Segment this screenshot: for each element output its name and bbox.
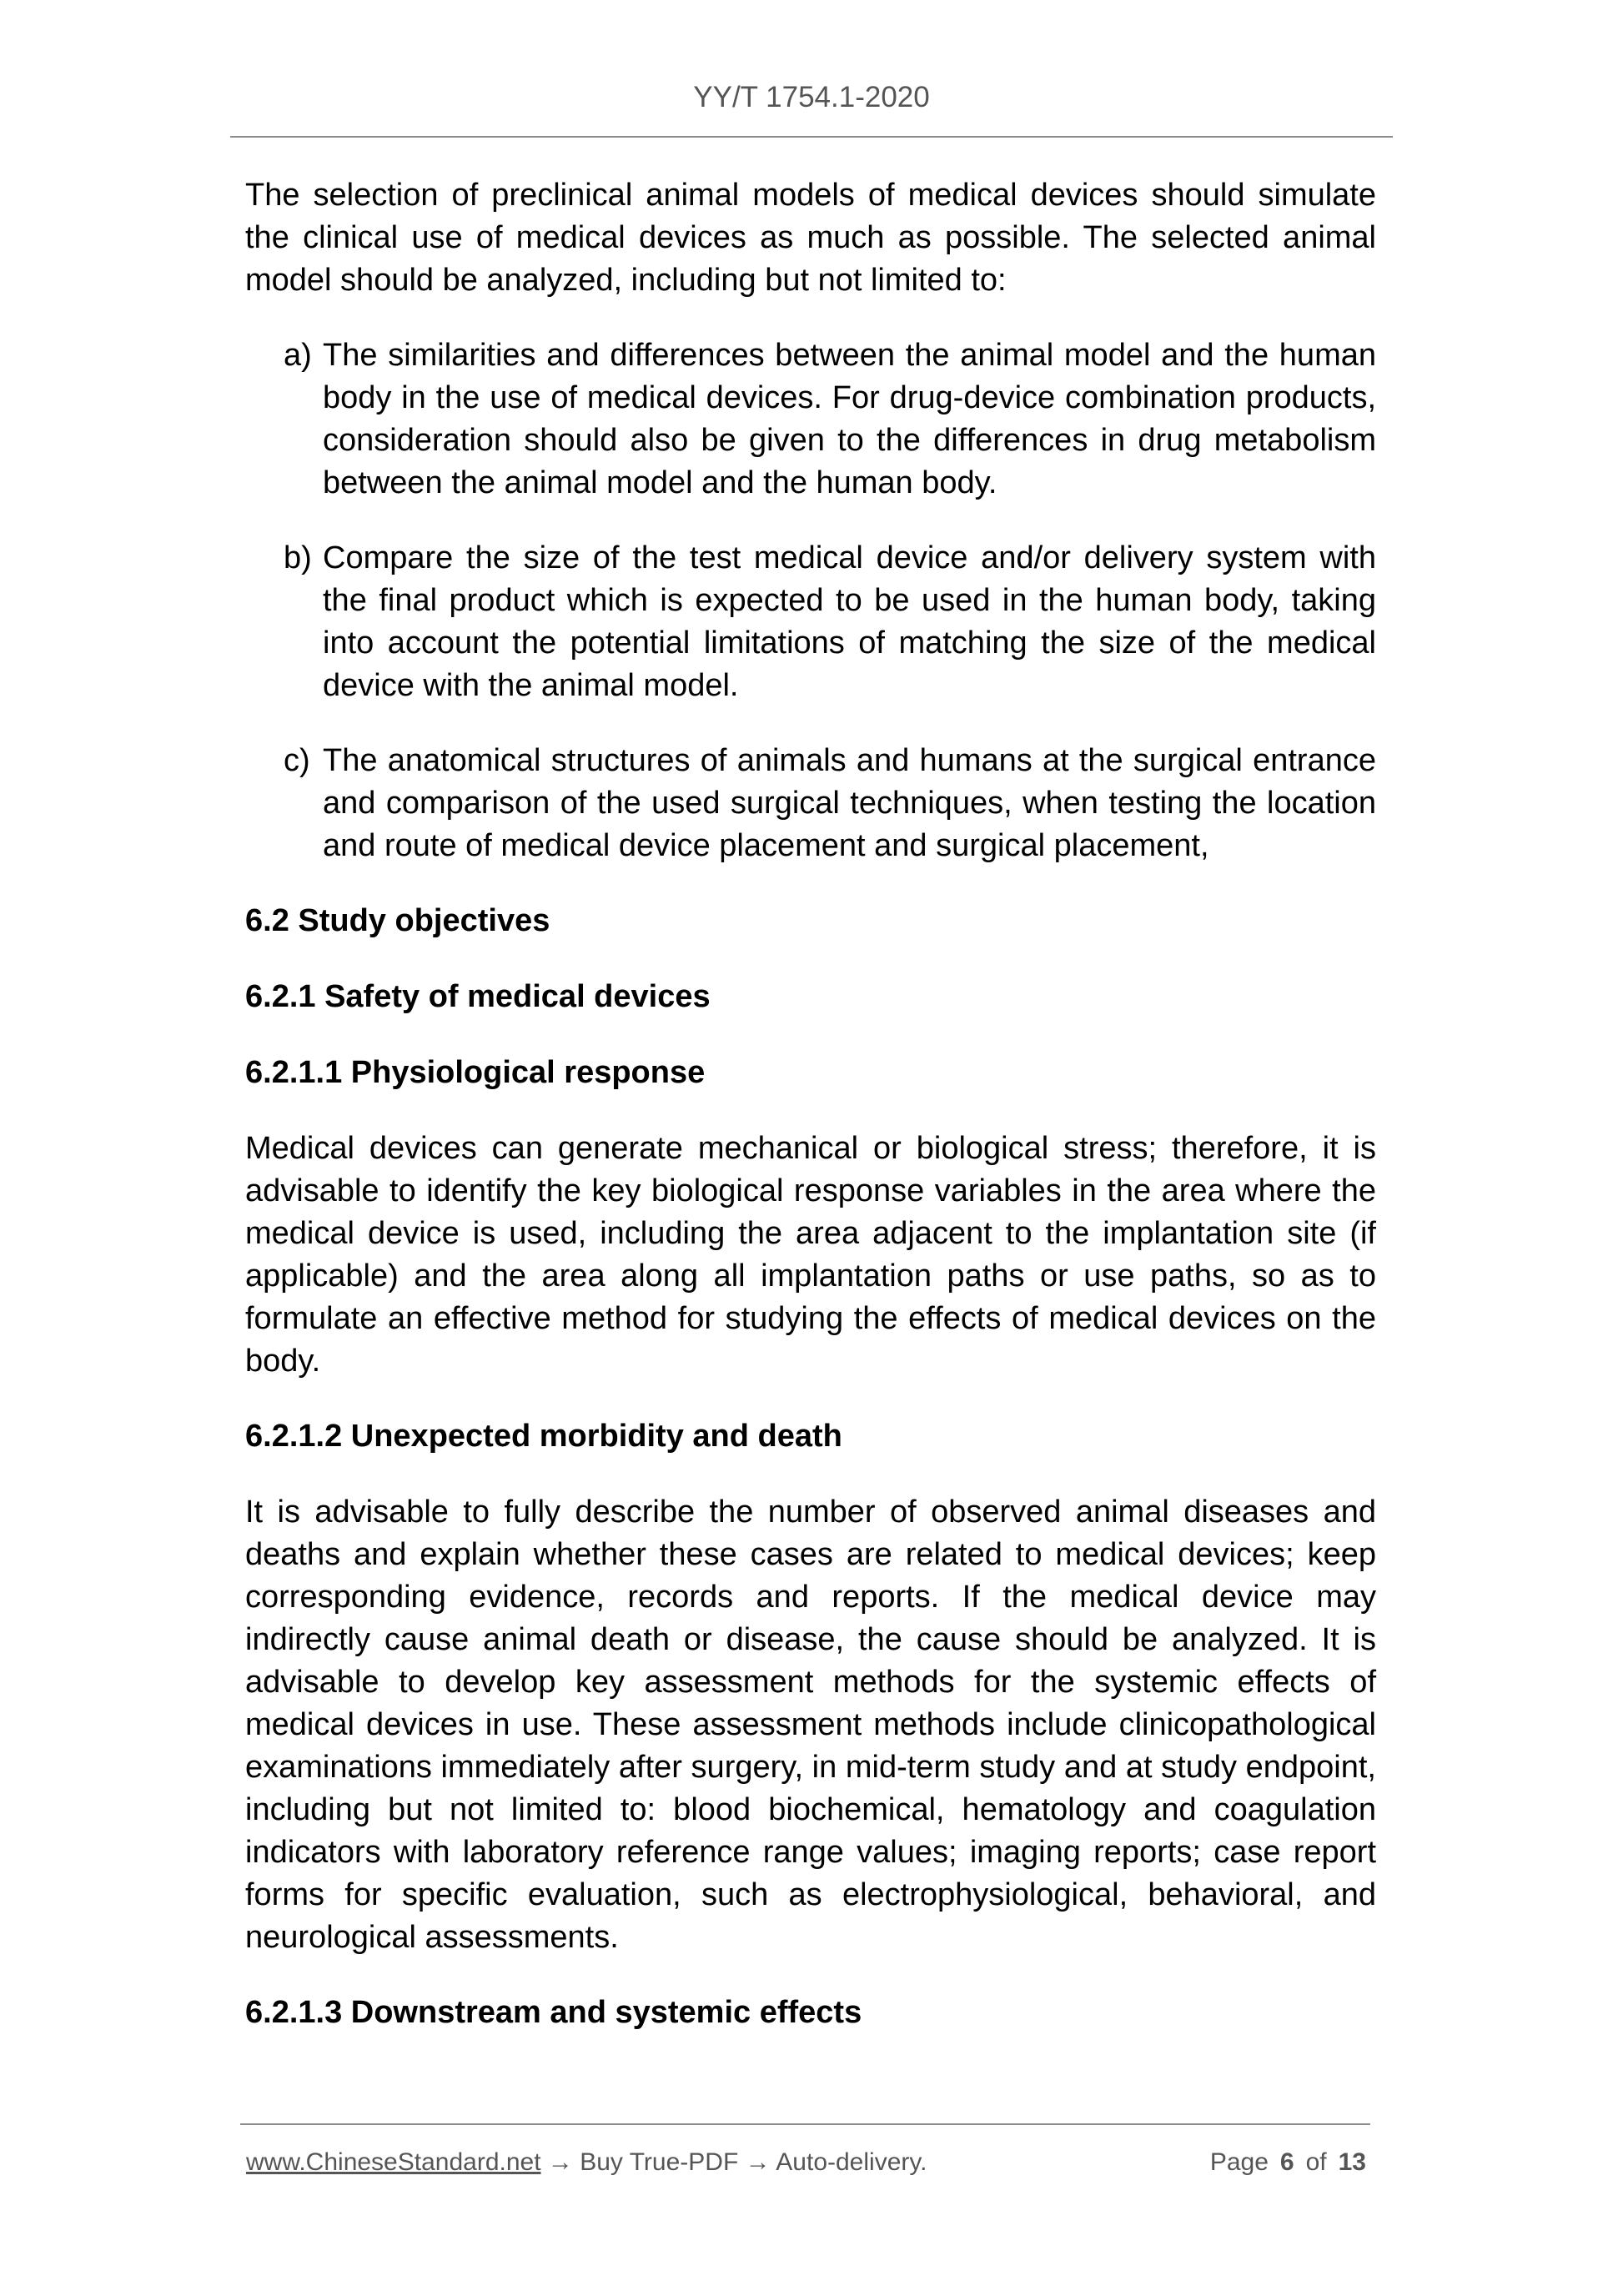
list-item-a [245,334,1376,505]
section-heading-6-2-1-1: 6.2.1.1 Physiological response [245,1055,706,1090]
list-marker: b) [284,540,312,575]
section-heading-6-2-1-3: 6.2.1.3 Downstream and systemic effects [245,1995,862,2030]
list-marker: c) [284,743,310,778]
footer-divider [240,2123,1370,2125]
list-item-text: The anatomical structures of animals and humans at the surgical entrance and comparison of the used surgical techniques, when testing the location and route of medical device placement and surgical placement, [323,743,1376,863]
footer-step-buy: Buy True-PDF [580,2148,739,2176]
list-item-b [245,537,1376,707]
list-marker: a) [284,338,312,373]
arrow-right-icon: → [540,2148,580,2176]
section-heading-6-2-1-2: 6.2.1.2 Unexpected morbidity and death [245,1419,842,1454]
page-of-label: of [1305,2148,1327,2176]
page-header: YY/T 1754.1-2020 [693,81,930,113]
header-divider [230,136,1393,138]
website-link[interactable]: www.ChineseStandard.net [246,2148,541,2176]
paragraph-6-2-1-1: Medical devices can generate mechanical or biological stress; therefore, it is advisable to identify the key biological response variables in the area where the medical device is used, including the area adjacent to the implantation site (if applicable) and the area along all implantation paths or use paths, so as to formulate an effective method for studying the effects of medical devices on the body. [245,1131,1376,1379]
page-label: Page [1209,2148,1269,2176]
list-item-text: Compare the size of the test medical device and/or delivery system with the final product which is expected to be used in the human body, taking into account the potential limitations of matching the size of the medical device with the animal model. [323,540,1376,703]
current-page: 6 [1279,2148,1294,2176]
page-number [1210,2147,1366,2178]
intro-paragraph: The selection of preclinical animal models of medical devices should simulate the clinical use of medical devices as much as possible. The selected animal model should be analyzed, including but not limited to: [245,178,1376,298]
list-item-c [245,740,1376,867]
footer-step-delivery: Auto-delivery. [776,2148,927,2176]
document-body [245,174,1376,2067]
total-pages: 13 [1338,2148,1366,2176]
arrow-right-icon: → [738,2148,776,2176]
section-heading-6-2: 6.2 Study objectives [245,903,550,938]
footer-promo [246,2147,927,2178]
list-item-text: The similarities and differences between the animal model and the human body in the use of medical devices. For drug-device combination products, consideration should also be given to the differences in drug metabolism between the animal model and the human body. [323,338,1376,500]
paragraph-6-2-1-2: It is advisable to fully describe the number of observed animal diseases and deaths and explain whether these cases are related to medical devices; keep corresponding evidence, records and reports. If the medical device may indirectly cause animal death or disease, the cause should be analyzed. It is advisable to develop key assessment methods for the systemic effects of medical devices in use. These assessment methods include clinicopathological examinations immediately after surgery, in mid-term study and at study endpoint, including but not limited to: blood biochemical, hematology and coagulation indicators with laboratory reference range values; imaging reports; case report forms for specific evaluation, such as electrophysiological, behavioral, and neurological assessments. [245,1495,1376,1955]
section-heading-6-2-1: 6.2.1 Safety of medical devices [245,979,711,1014]
